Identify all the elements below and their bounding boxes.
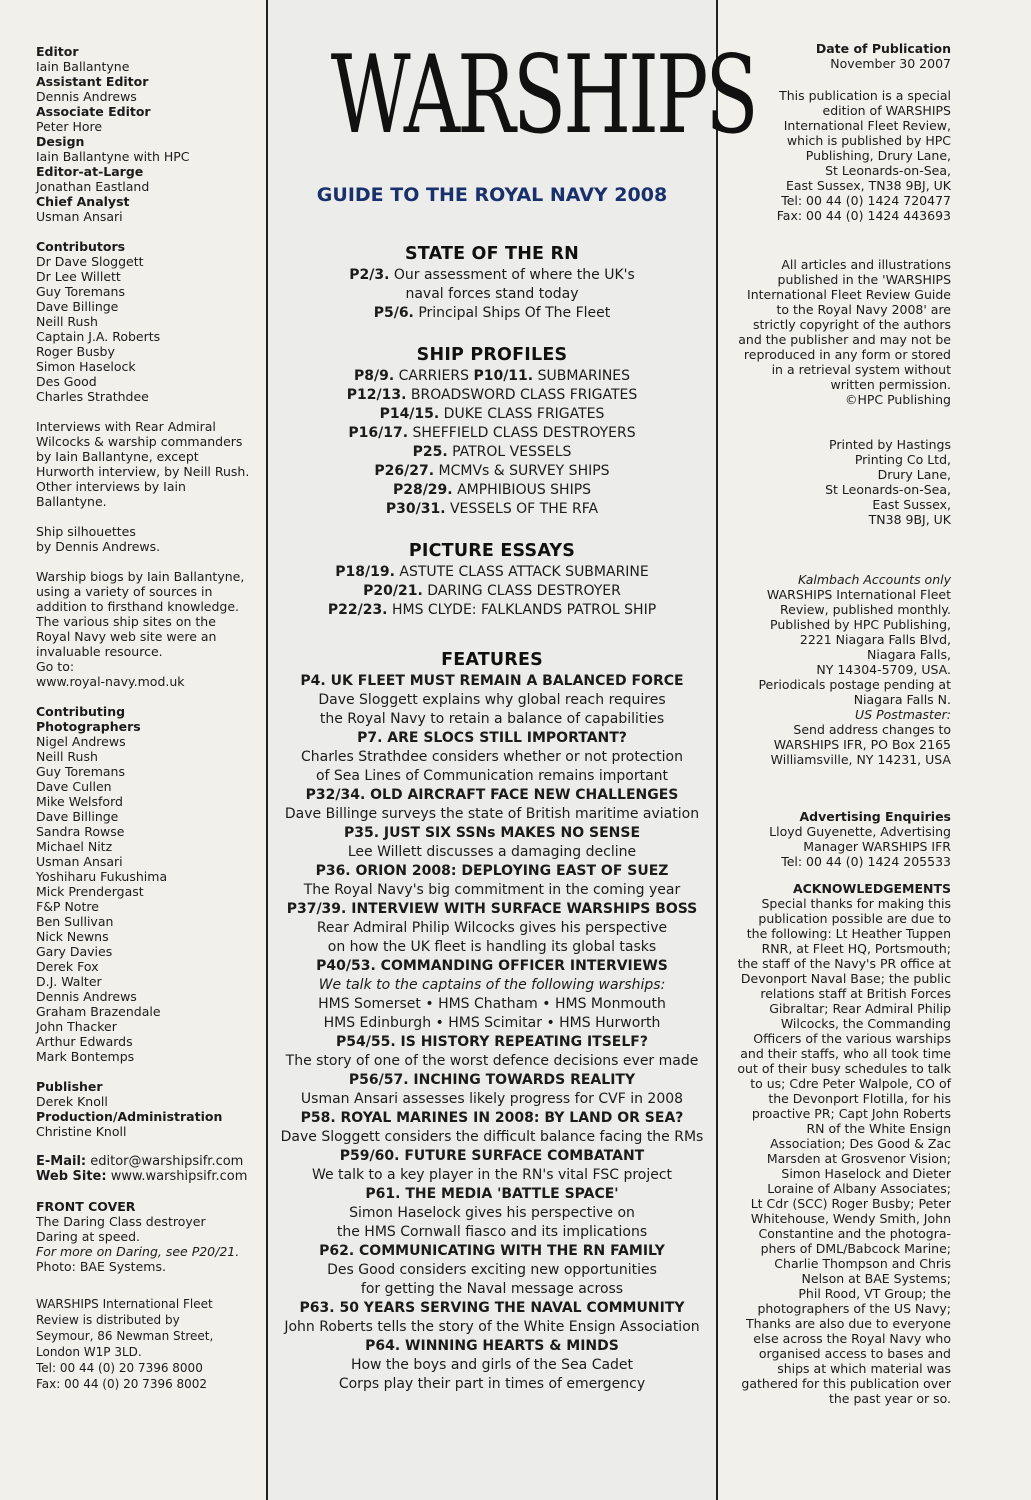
front-cover-photo: Photo: BAE Systems.: [36, 1259, 166, 1274]
contributor-name: Dr Dave Sloggett: [36, 254, 144, 269]
biogs-note-line: The various ship sites on the: [36, 614, 216, 629]
contributor-name: Charles Strathdee: [36, 389, 149, 404]
copyright-line: and the publisher and may not be: [738, 332, 951, 347]
feature-item: [268, 824, 716, 862]
feature-description: We talk to a key player in the RN's vital FSC project: [311, 1167, 673, 1183]
acknowledgements-line: Lt Cdr (SCC) Roger Busby; Peter: [750, 1196, 951, 1211]
distribution-line: Review is distributed by: [36, 1313, 180, 1327]
profile-line: [268, 462, 716, 481]
postmaster-line: Send address changes to: [793, 722, 951, 737]
feature-heading: P58. ROYAL MARINES IN 2008: BY LAND OR SEA?: [300, 1110, 684, 1126]
acknowledgements-line: Devonport Naval Base; the public: [740, 971, 951, 986]
photographer-name: Graham Brazendale: [36, 1004, 161, 1019]
toc-page-ref: P26/27.: [374, 463, 435, 479]
front-cover-title: FRONT COVER: [36, 1199, 136, 1214]
staff-role: Assistant Editor: [36, 74, 149, 89]
acknowledgements-line: Association; Des Good & Zac: [770, 1136, 951, 1151]
feature-description: Lee Willett discusses a damaging decline: [347, 844, 637, 860]
acknowledgements-line: Special thanks for making this: [761, 896, 951, 911]
biogs-note-line: www.royal-navy.mod.uk: [36, 674, 185, 689]
printed-block: [734, 437, 951, 527]
staff-role: Editor: [36, 44, 79, 59]
toc-text: PATROL VESSELS: [447, 444, 572, 460]
postmaster-line: Williamsville, NY 14231, USA: [770, 752, 951, 767]
staff-name: Iain Ballantyne with HPC: [36, 149, 190, 164]
copyright-line: International Fleet Review Guide: [747, 287, 951, 302]
acknowledgements-block: [734, 881, 951, 1406]
interviews-note-line: by Iain Ballantyne, except: [36, 449, 199, 464]
acknowledgements-line: the following: Lt Heather Tuppen: [746, 926, 951, 941]
photographer-name: Guy Toremans: [36, 764, 125, 779]
feature-description: Charles Strathdee considers whether or not protection: [301, 749, 683, 765]
acknowledgements-line: Phil Rood, VT Group; the: [798, 1286, 951, 1301]
feature-heading: P40/53. COMMANDING OFFICER INTERVIEWS: [316, 958, 668, 974]
staff-name: Dennis Andrews: [36, 89, 137, 104]
toc-page-ref: P30/31.: [385, 501, 446, 517]
acknowledgements-line: the past year or so.: [828, 1391, 951, 1406]
printed-line: TN38 9BJ, UK: [868, 512, 951, 527]
feature-heading: P64. WINNING HEARTS & MINDS: [365, 1338, 619, 1354]
feature-intro: We talk to the captains of the following warships:: [318, 977, 666, 993]
profiles-title: SHIP PROFILES: [416, 345, 568, 365]
acknowledgements-line: RN of the White Ensign: [806, 1121, 951, 1136]
toc-page-ref: P25.: [412, 444, 448, 460]
feature-heading: P36. ORION 2008: DEPLOYING EAST OF SUEZ: [315, 863, 669, 879]
kalmbach-lines: [734, 587, 951, 707]
toc-page-ref: P20/21.: [363, 583, 423, 599]
acknowledgements-line: out of their busy schedules to talk: [737, 1061, 951, 1076]
state-line: [268, 304, 716, 323]
profile-line: [268, 405, 716, 424]
features-title: FEATURES: [441, 650, 543, 670]
contributor-name: Dr Lee Willett: [36, 269, 121, 284]
photographer-name: F&P Notre: [36, 899, 99, 914]
toc-page-ref: P8/9.: [353, 368, 395, 384]
copyright-block: [734, 257, 951, 407]
contributors-block: [36, 239, 258, 404]
front-cover-block: [36, 1199, 258, 1274]
acknowledgements-line: gathered for this publication over: [741, 1376, 951, 1391]
staff-role: Design: [36, 134, 85, 149]
feature-heading: P32/34. OLD AIRCRAFT FACE NEW CHALLENGES: [305, 787, 679, 803]
toc-page-ref: P2/3.: [349, 267, 390, 283]
profile-line: [268, 443, 716, 462]
postmaster-lines: [734, 722, 951, 767]
date-block: [734, 41, 951, 71]
kalmbach-line: NY 14304-5709, USA.: [816, 662, 951, 677]
staff-name: Peter Hore: [36, 119, 103, 134]
acknowledgements-line: Nelson at BAE Systems;: [801, 1271, 951, 1286]
photographer-name: Mike Welsford: [36, 794, 123, 809]
feature-description: Dave Billinge surveys the state of British maritime aviation: [284, 806, 700, 822]
toc-text: Our assessment of where the UK's: [389, 267, 635, 283]
staff-name: Iain Ballantyne: [36, 59, 130, 74]
toc-text: SHEFFIELD CLASS DESTROYERS: [408, 425, 636, 441]
biogs-note-line: using a variety of sources in: [36, 584, 213, 599]
advertising-lines: [734, 824, 951, 869]
printed-line: Drury Lane,: [877, 467, 951, 482]
acknowledgements-line: the Devonport Flotilla, for his: [768, 1091, 951, 1106]
copyright-line: ©HPC Publishing: [844, 392, 951, 407]
toc-page-ref: P14/15.: [379, 406, 440, 422]
feature-item: [268, 900, 716, 957]
feature-description: on how the UK fleet is handling its global tasks: [327, 939, 657, 955]
acknowledgements-line: Wilcocks, the Commanding: [780, 1016, 951, 1031]
toc-page-ref: P18/19.: [335, 564, 395, 580]
feature-item: [268, 1185, 716, 1242]
photographer-name: Michael Nitz: [36, 839, 113, 854]
toc-page-ref: P12/13.: [346, 387, 407, 403]
contents-column: [266, 0, 756, 1500]
features-list: [268, 672, 716, 1394]
acknowledgements-line: Simon Haselock and Dieter: [781, 1166, 951, 1181]
photographer-name: D.J. Walter: [36, 974, 102, 989]
feature-description: Rear Admiral Philip Wilcocks gives his perspective: [316, 920, 668, 936]
contributors-title: Contributors: [36, 239, 126, 254]
toc-page-ref: P22/23.: [327, 602, 388, 618]
advertising-title: Advertising Enquiries: [799, 809, 951, 824]
web-line: [36, 1169, 258, 1184]
profile-line: [268, 386, 716, 405]
kalmbach-line: Published by HPC Publishing,: [770, 617, 951, 632]
right-column: [734, 41, 951, 1421]
photographer-name: Gary Davies: [36, 944, 113, 959]
feature-description: Dave Sloggett considers the difficult balance facing the RMs: [280, 1129, 704, 1145]
feature-heading: P56/57. INCHING TOWARDS REALITY: [348, 1072, 636, 1088]
acknowledgements-line: Thanks are also due to everyone: [746, 1316, 951, 1331]
acknowledgements-line: relations staff at British Forces: [760, 986, 951, 1001]
feature-item: [268, 1299, 716, 1337]
contributor-name: Roger Busby: [36, 344, 115, 359]
toc-text: MCMVs & SURVEY SHIPS: [434, 463, 610, 479]
front-cover-italic: For more on Daring, see P20/21.: [36, 1244, 240, 1259]
copyright-line: written permission.: [830, 377, 951, 392]
contributor-name: Simon Haselock: [36, 359, 136, 374]
toc-text: DUKE CLASS FRIGATES: [439, 406, 605, 422]
toc-text: ASTUTE CLASS ATTACK SUBMARINE: [394, 564, 649, 580]
feature-item: [268, 1033, 716, 1071]
contact-block: [36, 1154, 258, 1184]
staff-role: Chief Analyst: [36, 194, 130, 209]
acknowledgements-line: Charlie Thompson and Chris: [774, 1256, 951, 1271]
kalmbach-line: 2221 Niagara Falls Blvd,: [799, 632, 951, 647]
feature-heading: P62. COMMUNICATING WITH THE RN FAMILY: [319, 1243, 665, 1259]
state-lines: [268, 266, 716, 323]
toc-text: BROADSWORD CLASS FRIGATES: [406, 387, 638, 403]
advertising-line: Manager WARSHIPS IFR: [803, 839, 951, 854]
publisher-block: [36, 1079, 258, 1139]
distribution-line: Fax: 00 44 (0) 20 7396 8002: [36, 1377, 208, 1391]
printed-line: East Sussex,: [872, 497, 951, 512]
advertising-line: Lloyd Guyenette, Advertising: [769, 824, 951, 839]
kalmbach-line: Review, published monthly.: [780, 602, 951, 617]
photographer-name: Nigel Andrews: [36, 734, 126, 749]
feature-heading: P54/55. IS HISTORY REPEATING ITSELF?: [336, 1034, 648, 1050]
acknowledgements-title: ACKNOWLEDGEMENTS: [792, 881, 951, 896]
toc-text: CARRIERS: [394, 368, 474, 384]
feature-description: for getting the Naval message across: [360, 1281, 624, 1297]
production-title: Production/Administration: [36, 1109, 223, 1124]
toc-page-ref: P16/17.: [348, 425, 409, 441]
feature-heading: P61. THE MEDIA 'BATTLE SPACE': [365, 1186, 619, 1202]
special-edition-block: [734, 88, 951, 223]
toc-text: Principal Ships Of The Fleet: [413, 305, 611, 321]
interviews-note-line: Wilcocks & warship commanders: [36, 434, 243, 449]
photographers-block: [36, 704, 258, 1064]
profile-line: [268, 367, 716, 386]
biogs-note-line: Go to:: [36, 659, 75, 674]
toc-text: AMPHIBIOUS SHIPS: [452, 482, 592, 498]
profile-line: [268, 424, 716, 443]
copyright-line: published in the 'WARSHIPS: [777, 272, 951, 287]
photographer-name: Nick Newns: [36, 929, 109, 944]
feature-item: [268, 672, 716, 729]
feature-item: [268, 729, 716, 786]
feature-description: the HMS Cornwall fiasco and its implications: [336, 1224, 648, 1240]
toc-page-ref: P5/6.: [373, 305, 414, 321]
feature-description: Usman Ansari assesses likely progress for CVF in 2008: [300, 1091, 684, 1107]
distribution-block: [36, 1296, 258, 1392]
feature-description: of Sea Lines of Communication remains important: [315, 768, 669, 784]
copyright-line: to the Royal Navy 2008' are: [776, 302, 951, 317]
acknowledgements-line: publication possible are due to: [758, 911, 951, 926]
silhouettes-note-line: Ship silhouettes: [36, 524, 136, 539]
feature-item: [268, 1147, 716, 1185]
date-value: November 30 2007: [830, 56, 951, 71]
guide-title: GUIDE TO THE ROYAL NAVY 2008: [316, 184, 668, 206]
photographer-name: Dennis Andrews: [36, 989, 137, 1004]
acknowledgements-line: ships at which material was: [777, 1361, 951, 1376]
feature-heading: P63. 50 YEARS SERVING THE NAVAL COMMUNITY: [299, 1300, 685, 1316]
biogs-note: [36, 569, 258, 689]
copyright-line: reproduced in any form or stored: [743, 347, 951, 362]
acknowledgements-line: Officers of the various warships: [753, 1031, 951, 1046]
feature-description: John Roberts tells the story of the White Ensign Association: [284, 1319, 700, 1335]
distribution-line: Seymour, 86 Newman Street,: [36, 1329, 214, 1343]
photographers-list: [36, 734, 258, 1064]
printed-line: Printed by Hastings: [829, 437, 951, 452]
acknowledgements-line: Gibraltar; Rear Admiral Philip: [769, 1001, 951, 1016]
special-edition-line: which is published by HPC: [786, 133, 951, 148]
publisher-name: Derek Knoll: [36, 1094, 108, 1109]
toc-text: VESSELS OF THE RFA: [445, 501, 599, 517]
photographer-name: Dave Billinge: [36, 809, 119, 824]
toc-text: naval forces stand today: [405, 286, 579, 302]
contributor-name: Dave Billinge: [36, 299, 119, 314]
photographer-name: Ben Sullivan: [36, 914, 114, 929]
acknowledgements-line: Loraine of Albany Associates;: [767, 1181, 951, 1196]
biogs-note-line: invaluable resource.: [36, 644, 163, 659]
photographer-name: Mark Bontemps: [36, 1049, 135, 1064]
email-link[interactable]: editor@warshipsifr.com: [90, 1154, 244, 1169]
postmaster-line: WARSHIPS IFR, PO Box 2165: [773, 737, 951, 752]
photographer-name: Mick Prendergast: [36, 884, 144, 899]
advertising-line: Tel: 00 44 (0) 1424 205533: [781, 854, 951, 869]
special-edition-line: East Sussex, TN38 9BJ, UK: [785, 178, 951, 193]
front-cover-line: Daring at speed.: [36, 1229, 140, 1244]
staff-role: Associate Editor: [36, 104, 151, 119]
feature-item: [268, 1242, 716, 1299]
contributor-name: Captain J.A. Roberts: [36, 329, 161, 344]
special-edition-line: Publishing, Drury Lane,: [805, 148, 951, 163]
special-edition-line: This publication is a special: [779, 88, 951, 103]
production-name: Christine Knoll: [36, 1124, 127, 1139]
photographer-name: Arthur Edwards: [36, 1034, 133, 1049]
masthead-logo: WARSHIPS: [330, 33, 756, 158]
staff-name: Jonathan Eastland: [36, 179, 150, 194]
toc-page-ref: P28/29.: [392, 482, 453, 498]
interviews-note-line: Interviews with Rear Admiral: [36, 419, 216, 434]
kalmbach-line: WARSHIPS International Fleet: [766, 587, 951, 602]
web-link[interactable]: www.warshipsifr.com: [110, 1169, 248, 1184]
feature-heading: P7. ARE SLOCS STILL IMPORTANT?: [357, 730, 627, 746]
feature-description: the Royal Navy to retain a balance of capabilities: [319, 711, 665, 727]
distribution-line: London W1P 3LD.: [36, 1345, 142, 1359]
interviews-note-line: Other interviews by Iain: [36, 479, 186, 494]
profile-line: [268, 500, 716, 519]
photographers-title-line: Contributing: [36, 704, 126, 719]
printed-line: St Leonards-on-Sea,: [825, 482, 951, 497]
printed-line: Printing Co Ltd,: [854, 452, 951, 467]
interviews-note-line: Ballantyne.: [36, 494, 107, 509]
photographer-name: Derek Fox: [36, 959, 99, 974]
toc-text: HMS CLYDE: FALKLANDS PATROL SHIP: [387, 602, 657, 618]
toc-text: SUBMARINES: [533, 368, 631, 384]
photographer-name: Sandra Rowse: [36, 824, 125, 839]
photographer-name: Yoshiharu Fukushima: [36, 869, 168, 884]
state-title: STATE OF THE RN: [404, 244, 580, 264]
front-cover-lines: [36, 1214, 258, 1244]
kalmbach-line: Niagara Falls,: [867, 647, 951, 662]
publisher-title: Publisher: [36, 1079, 103, 1094]
feature-description: Simon Haselock gives his perspective on: [349, 1205, 635, 1221]
acknowledgements-line: else across the Royal Navy who: [753, 1331, 951, 1346]
acknowledgements-line: phers of DML/Babcock Marine;: [760, 1241, 951, 1256]
copyright-line: in a retrieval system without: [771, 362, 951, 377]
acknowledgements-line: Constantine and the photogra-: [758, 1226, 951, 1241]
acknowledgements-line: the staff of the Navy's PR office at: [737, 956, 951, 971]
acknowledgements-line: Marsden at Grosvenor Vision;: [766, 1151, 951, 1166]
contributor-name: Neill Rush: [36, 314, 98, 329]
feature-item: [268, 862, 716, 900]
distribution-line: WARSHIPS International Fleet: [36, 1297, 213, 1311]
feature-item: [268, 1071, 716, 1109]
kalmbach-line: Niagara Falls N.: [853, 692, 951, 707]
photographers-title: [36, 704, 258, 734]
state-line: [268, 266, 716, 285]
left-column: [36, 44, 258, 1392]
feature-heading: P4. UK FLEET MUST REMAIN A BALANCED FORCE: [300, 673, 684, 689]
essay-line: [268, 563, 716, 582]
essays-title: PICTURE ESSAYS: [408, 541, 576, 561]
special-edition-line: St Leonards-on-Sea,: [825, 163, 951, 178]
biogs-note-line: addition to firsthand knowledge.: [36, 599, 240, 614]
essay-line: [268, 582, 716, 601]
contributor-name: Des Good: [36, 374, 97, 389]
staff-name: Usman Ansari: [36, 209, 123, 224]
feature-description: The story of one of the worst defence decisions ever made: [285, 1053, 699, 1069]
photographer-name: Dave Cullen: [36, 779, 112, 794]
photographer-name: John Thacker: [36, 1019, 117, 1034]
toc-page-ref: P10/11.: [473, 368, 534, 384]
distribution-line: Tel: 00 44 (0) 20 7396 8000: [36, 1361, 203, 1375]
profiles-lines: [268, 367, 716, 519]
contributors-list: [36, 254, 258, 404]
special-edition-line: Tel: 00 44 (0) 1424 720477: [781, 193, 951, 208]
acknowledgements-line: photographers of the US Navy;: [757, 1301, 951, 1316]
silhouettes-note: [36, 524, 258, 554]
special-edition-line: edition of WARSHIPS: [822, 103, 951, 118]
biogs-note-line: Warship biogs by Iain Ballantyne,: [36, 569, 245, 584]
feature-item: [268, 786, 716, 824]
acknowledgements-line: proactive PR; Capt John Roberts: [751, 1106, 951, 1121]
email-line: [36, 1154, 258, 1169]
silhouettes-note-line: by Dennis Andrews.: [36, 539, 161, 554]
feature-item: [268, 1337, 716, 1394]
acknowledgements-line: to us; Cdre Peter Walpole, CO of: [750, 1076, 951, 1091]
advertising-block: [734, 809, 951, 869]
feature-heading: P37/39. INTERVIEW WITH SURFACE WARSHIPS BOSS: [286, 901, 698, 917]
photographer-name: Usman Ansari: [36, 854, 123, 869]
copyright-line: All articles and illustrations: [781, 257, 951, 272]
email-label: E-Mail:: [36, 1154, 87, 1169]
acknowledgements-line: and their staffs, who all took time: [740, 1046, 951, 1061]
feature-description: How the boys and girls of the Sea Cadet: [350, 1357, 634, 1373]
contributor-name: Guy Toremans: [36, 284, 125, 299]
essay-line: [268, 601, 716, 620]
interviews-note-line: Hurworth interview, by Neill Rush.: [36, 464, 250, 479]
feature-description: Des Good considers exciting new opportunities: [327, 1262, 657, 1278]
kalmbach-title: Kalmbach Accounts only: [797, 572, 951, 587]
biogs-note-line: Royal Navy web site were an: [36, 629, 217, 644]
special-edition-line: Fax: 00 44 (0) 1424 443693: [776, 208, 951, 223]
feature-description: Dave Sloggett explains why global reach requires: [318, 692, 666, 708]
kalmbach-block: [734, 572, 951, 767]
acknowledgements-lines: [734, 896, 951, 1406]
toc-text: DARING CLASS DESTROYER: [422, 583, 621, 599]
feature-description: HMS Edinburgh • HMS Scimitar • HMS Hurworth: [323, 1015, 661, 1031]
acknowledgements-line: organised access to bases and: [758, 1346, 951, 1361]
profile-line: [268, 481, 716, 500]
front-cover-line: The Daring Class destroyer: [36, 1214, 206, 1229]
postmaster-title: US Postmaster:: [855, 707, 951, 722]
acknowledgements-line: Whitehouse, Wendy Smith, John: [750, 1211, 951, 1226]
feature-heading: P59/60. FUTURE SURFACE COMBATANT: [339, 1148, 645, 1164]
photographers-title-line: Photographers: [36, 719, 141, 734]
web-label: Web Site:: [36, 1169, 107, 1184]
feature-description: HMS Somerset • HMS Chatham • HMS Monmouth: [318, 996, 666, 1012]
feature-item: [268, 957, 716, 1033]
staff-role: Editor-at-Large: [36, 164, 144, 179]
feature-heading: P35. JUST SIX SSNs MAKES NO SENSE: [343, 825, 641, 841]
essays-lines: [268, 563, 716, 620]
special-edition-line: International Fleet Review,: [783, 118, 951, 133]
kalmbach-line: Periodicals postage pending at: [758, 677, 951, 692]
feature-description: Corps play their part in times of emergency: [338, 1376, 646, 1392]
feature-item: [268, 1109, 716, 1147]
state-line: [268, 285, 716, 304]
interviews-note: [36, 419, 258, 509]
copyright-line: strictly copyright of the authors: [752, 317, 951, 332]
photographer-name: Neill Rush: [36, 749, 98, 764]
staff-list: [36, 44, 258, 224]
feature-description: The Royal Navy's big commitment in the coming year: [303, 882, 681, 898]
acknowledgements-line: RNR, at Fleet HQ, Portsmouth;: [761, 941, 951, 956]
date-title: Date of Publication: [815, 41, 951, 56]
